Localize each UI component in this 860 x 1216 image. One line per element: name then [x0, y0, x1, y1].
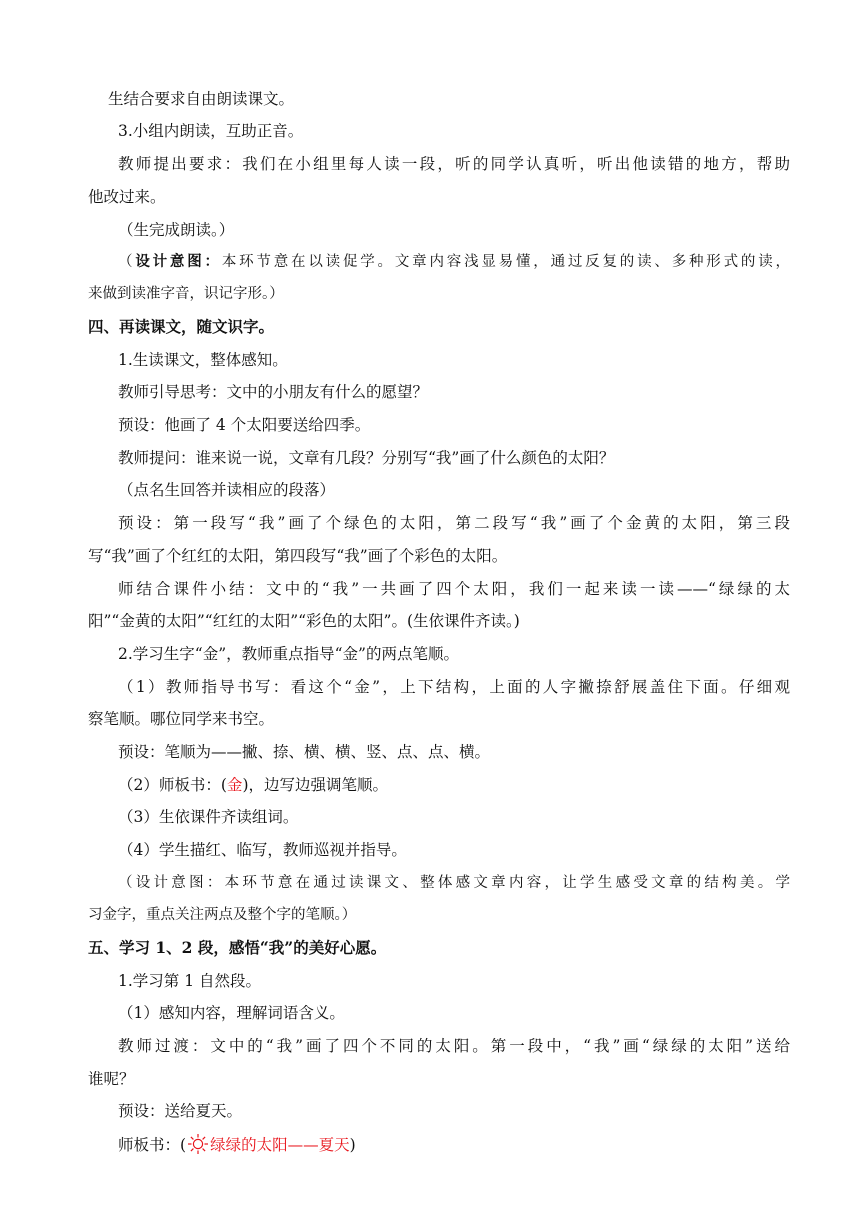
- open-paren: （: [118, 254, 136, 270]
- paragraph-line: （生完成朗读。）: [118, 221, 235, 239]
- section-heading: 五、学习 1、2 段，感悟“我”的美好心愿。: [88, 938, 387, 957]
- paragraph-line: 教师提出要求：我们在小组里每人读一段，听的同学认真听，听出他读错的地方，帮助: [118, 155, 790, 173]
- board-suffix: )，边写边强调笔顺。: [242, 776, 388, 794]
- design-intent-line: 来做到读准字音，识记字形。）: [88, 286, 284, 302]
- board-prefix: （2）师板书：(: [118, 776, 227, 794]
- paragraph-line: （1）教师指导书写：看这个“金”，上下结构，上面的人字撇捺舒展盖住下面。仔细观: [118, 678, 790, 696]
- paragraph-line: 生结合要求自由朗读课文。: [108, 90, 295, 108]
- paragraph-line: 1.学习第 1 自然段。: [118, 972, 262, 990]
- board-prefix: 师板书：(: [118, 1136, 187, 1154]
- paragraph-line: 预设：笔顺为——撇、捺、横、横、竖、点、点、横。: [118, 743, 491, 761]
- paragraph-line: 教师引导思考：文中的小朋友有什么的愿望？: [118, 383, 429, 401]
- paragraph-line: 预设：送给夏天。: [118, 1102, 243, 1120]
- board-phrase: 绿绿的太阳——夏天: [210, 1136, 350, 1154]
- paragraph-line: 1.生读课文，整体感知。: [118, 351, 288, 369]
- paragraph-line: 预设：第一段写“我”画了个绿色的太阳，第二段写“我”画了个金黄的太阳，第三段: [118, 514, 790, 532]
- paragraph-line: 察笔顺。哪位同学来书空。: [88, 710, 275, 728]
- section-heading: 四、再读课文，随文识字。: [88, 317, 275, 336]
- paragraph-line: 写“我”画了个红红的太阳，第四段写“我”画了个彩色的太阳。: [88, 547, 508, 565]
- paragraph-line: 师结合课件小结：文中的“我”一共画了四个太阳，我们一起来读一读——“绿绿的太: [118, 580, 790, 598]
- design-intent-line: （设计意图：本环节意在通过读课文、整体感文章内容，让学生感受文章的结构美。学: [118, 875, 790, 891]
- paragraph-line: 他改过来。: [88, 188, 166, 206]
- board-character: 金: [226, 776, 243, 794]
- paragraph-line: （1）感知内容，理解词语含义。: [118, 1004, 345, 1022]
- design-intent-text: 本环节意在以读促学。文章内容浅显易懂，通过反复的读、多种形式的读，: [221, 254, 791, 270]
- sun-icon: [187, 1133, 209, 1155]
- paragraph-line: （4）学生描红、临写，教师巡视并指导。: [118, 841, 407, 859]
- board-suffix: ): [349, 1136, 356, 1154]
- design-intent-label: 设计意图：: [135, 254, 222, 270]
- paragraph-line: 阳”“金黄的太阳”“红红的太阳”“彩色的太阳”。(生依课件齐读。): [88, 612, 520, 630]
- design-intent-line: [118, 251, 790, 273]
- paragraph-line: 3.小组内朗读，互助正音。: [118, 122, 304, 140]
- board-writing-line: [118, 774, 790, 796]
- paragraph-line: 预设：他画了 4 个太阳要送给四季。: [118, 416, 371, 434]
- paragraph-line: 教师提问：谁来说一说，文章有几段？分别写“我”画了什么颜色的太阳？: [118, 449, 615, 467]
- paragraph-line: 谁呢？: [88, 1070, 135, 1088]
- board-writing-line: [118, 1133, 790, 1156]
- paragraph-line: （点名生回答并读相应的段落）: [118, 481, 336, 499]
- paragraph-line: 2.学习生字“金”，教师重点指导“金”的两点笔顺。: [118, 645, 459, 663]
- paragraph-line: 教师过渡：文中的“我”画了四个不同的太阳。第一段中，“我”画“绿绿的太阳”送给: [118, 1037, 790, 1055]
- paragraph-line: （3）生依课件齐读组词。: [118, 808, 299, 826]
- design-intent-line: 习金字，重点关注两点及整个字的笔顺。）: [88, 907, 357, 923]
